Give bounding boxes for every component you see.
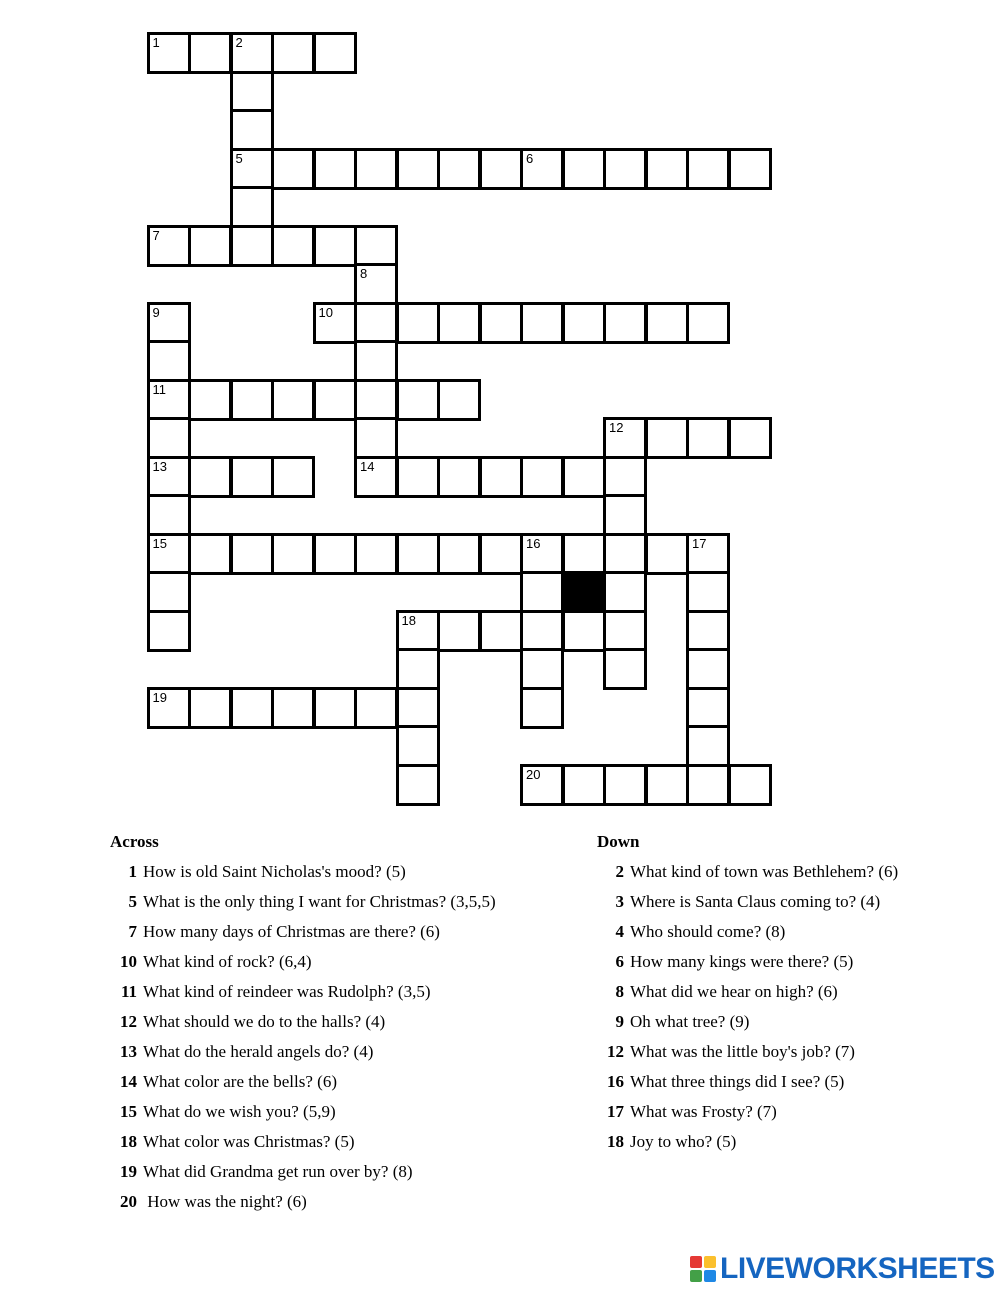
crossword-cell[interactable]: [271, 379, 315, 421]
crossword-cell[interactable]: [396, 302, 440, 344]
cell-number: 10: [318, 304, 333, 320]
crossword-cell[interactable]: [188, 533, 232, 575]
clue-number: 20: [120, 1192, 137, 1211]
crossword-cell[interactable]: [147, 610, 191, 652]
crossword-cell[interactable]: [147, 225, 191, 267]
crossword-cell[interactable]: [603, 417, 647, 459]
crossword-cell[interactable]: [520, 648, 564, 690]
crossword-cell[interactable]: [437, 610, 481, 652]
down-clue: [598, 1072, 844, 1092]
crossword-cell[interactable]: [686, 648, 730, 690]
across-clue: [111, 952, 312, 972]
crossword-cell[interactable]: [147, 379, 191, 421]
clue-text: What was Frosty? (7): [630, 1102, 777, 1121]
crossword-cell[interactable]: [147, 533, 191, 575]
crossword-cell[interactable]: [645, 302, 689, 344]
crossword-cell[interactable]: [188, 225, 232, 267]
crossword-cell[interactable]: [520, 687, 564, 729]
crossword-cell[interactable]: [147, 32, 191, 74]
down-clue: [598, 1102, 777, 1122]
cell-number: 5: [235, 150, 243, 166]
crossword-cell[interactable]: [354, 687, 398, 729]
cell-number: 13: [152, 458, 167, 474]
crossword-cell[interactable]: [603, 302, 647, 344]
cell-number: 6: [526, 150, 534, 166]
crossword-cell[interactable]: [603, 533, 647, 575]
crossword-cell[interactable]: [396, 456, 440, 498]
crossword-cell[interactable]: [520, 533, 564, 575]
clue-number: 11: [120, 982, 137, 1001]
crossword-cell[interactable]: [686, 764, 730, 806]
across-clue: [111, 1042, 373, 1062]
crossword-cell[interactable]: [396, 533, 440, 575]
crossword-cell[interactable]: [479, 610, 523, 652]
crossword-cell[interactable]: [354, 340, 398, 382]
clue-number: 14: [120, 1072, 137, 1091]
clue-number: 2: [615, 862, 624, 881]
down-clue: [598, 922, 785, 942]
crossword-cell[interactable]: [479, 533, 523, 575]
crossword-cell[interactable]: [271, 225, 315, 267]
crossword-cell[interactable]: [603, 494, 647, 536]
clue-text: What color was Christmas? (5): [143, 1132, 355, 1151]
down-clue: [598, 862, 898, 882]
crossword-cell[interactable]: [354, 533, 398, 575]
crossword-cell[interactable]: [147, 456, 191, 498]
across-clue: [111, 922, 440, 942]
crossword-cell[interactable]: [147, 687, 191, 729]
crossword-cell[interactable]: [520, 456, 564, 498]
across-clue: [111, 862, 406, 882]
clue-text: What is the only thing I want for Christmas? (3,5,5): [143, 892, 496, 911]
clue-number: 4: [615, 922, 624, 941]
clue-number: 19: [120, 1162, 137, 1181]
clue-number: 17: [607, 1102, 624, 1121]
clue-number: 18: [120, 1132, 137, 1151]
across-clue: [111, 892, 496, 912]
crossword-cell[interactable]: [686, 533, 730, 575]
across-clue: [111, 1132, 355, 1152]
clue-number: 15: [120, 1102, 137, 1121]
crossword-cell[interactable]: [271, 32, 315, 74]
clue-number: 13: [120, 1042, 137, 1061]
across-clue: [111, 1162, 413, 1182]
cell-number: 7: [152, 227, 160, 243]
crossword-cell[interactable]: [645, 148, 689, 190]
crossword-cell[interactable]: [728, 417, 772, 459]
clue-text: What kind of reindeer was Rudolph? (3,5): [143, 982, 431, 1001]
crossword-cell[interactable]: [562, 610, 606, 652]
crossword-cell[interactable]: [437, 456, 481, 498]
crossword-cell[interactable]: [313, 302, 357, 344]
crossword-cell[interactable]: [562, 764, 606, 806]
crossword-cell[interactable]: [188, 379, 232, 421]
crossword-cell[interactable]: [437, 302, 481, 344]
crossword-cell[interactable]: [313, 225, 357, 267]
across-clue: [111, 1012, 385, 1032]
across-clue: [111, 1102, 336, 1122]
crossword-cell[interactable]: [147, 417, 191, 459]
clue-text: Oh what tree? (9): [630, 1012, 750, 1031]
crossword-cell[interactable]: [728, 764, 772, 806]
clue-number: 10: [120, 952, 137, 971]
cell-number: 8: [360, 266, 368, 281]
crossword-cell[interactable]: [313, 687, 357, 729]
clue-number: 18: [607, 1132, 624, 1151]
crossword-cell[interactable]: [437, 533, 481, 575]
crossword-cell[interactable]: [230, 456, 274, 498]
crossword-cell[interactable]: [271, 533, 315, 575]
liveworksheets-logo: [690, 1252, 995, 1286]
crossword-cell[interactable]: [354, 456, 398, 498]
crossword-cell[interactable]: [271, 148, 315, 190]
crossword-cell[interactable]: [354, 302, 398, 344]
crossword-cell[interactable]: [313, 379, 357, 421]
across-clue: [111, 1072, 337, 1092]
crossword-cell[interactable]: [603, 571, 647, 613]
crossword-cell[interactable]: [188, 32, 232, 74]
clue-number: 16: [607, 1072, 624, 1091]
cell-number: 2: [235, 35, 243, 50]
cell-number: 14: [360, 458, 375, 474]
crossword-cell[interactable]: [230, 71, 274, 113]
cell-number: 12: [609, 420, 624, 435]
crossword-cell[interactable]: [479, 456, 523, 498]
crossword-cell[interactable]: [230, 533, 274, 575]
crossword-cell[interactable]: [230, 148, 274, 190]
crossword-cell[interactable]: [230, 186, 274, 228]
crossword-cell[interactable]: [686, 725, 730, 767]
clue-text: What do the herald angels do? (4): [143, 1042, 374, 1061]
crossword-cell[interactable]: [686, 417, 730, 459]
crossword-cell[interactable]: [520, 148, 564, 190]
across-clue: [111, 982, 431, 1002]
crossword-cell[interactable]: [603, 148, 647, 190]
clue-number: 1: [128, 862, 137, 881]
clue-text: What do we wish you? (5,9): [143, 1102, 336, 1121]
cell-number: 18: [401, 612, 416, 628]
down-clue: [598, 1042, 855, 1062]
crossword-cell[interactable]: [603, 610, 647, 652]
clue-text: What kind of rock? (6,4): [143, 952, 312, 971]
cell-number: 17: [692, 535, 707, 551]
crossword-cell[interactable]: [230, 32, 274, 74]
down-clue: [598, 1132, 736, 1152]
clue-text: How is old Saint Nicholas's mood? (5): [143, 862, 406, 881]
crossword-cell[interactable]: [354, 225, 398, 267]
clue-text: How was the night? (6): [143, 1192, 307, 1211]
crossword-cell[interactable]: [147, 302, 191, 344]
clue-number: 6: [615, 952, 624, 971]
crossword-cell[interactable]: [230, 687, 274, 729]
crossword-cell[interactable]: [520, 764, 564, 806]
clue-number: 8: [615, 982, 624, 1001]
clue-text: What three things did I see? (5): [630, 1072, 845, 1091]
crossword-cell[interactable]: [479, 302, 523, 344]
crossword-cell[interactable]: [686, 148, 730, 190]
crossword-cell[interactable]: [645, 417, 689, 459]
crossword-cell[interactable]: [520, 610, 564, 652]
crossword-cell[interactable]: [313, 32, 357, 74]
cell-number: 9: [152, 304, 160, 320]
clue-number: 7: [128, 922, 137, 941]
cell-number: 19: [152, 689, 167, 705]
clue-text: What should we do to the halls? (4): [143, 1012, 386, 1031]
across-clue: [111, 1192, 307, 1212]
cell-number: 20: [526, 766, 541, 782]
cell-number: 15: [152, 535, 167, 551]
crossword-cell[interactable]: [479, 148, 523, 190]
crossword-cell[interactable]: [728, 148, 772, 190]
crossword-cell[interactable]: [603, 456, 647, 498]
crossword-cell[interactable]: [396, 610, 440, 652]
clue-number: 12: [120, 1012, 137, 1031]
crossword-cell[interactable]: [562, 456, 606, 498]
crossword-cell[interactable]: [147, 571, 191, 613]
crossword-cell[interactable]: [147, 494, 191, 536]
crossword-cell[interactable]: [230, 109, 274, 151]
down-heading: Down: [597, 832, 640, 851]
clue-text: Who should come? (8): [630, 922, 786, 941]
crossword-cell[interactable]: [354, 263, 398, 305]
crossword-cell[interactable]: [562, 533, 606, 575]
crossword-cell[interactable]: [686, 571, 730, 613]
crossword-cell[interactable]: [645, 764, 689, 806]
cell-number: 16: [526, 535, 541, 551]
clue-text: What color are the bells? (6): [143, 1072, 337, 1091]
across-heading: Across: [110, 832, 159, 851]
crossword-cell[interactable]: [354, 379, 398, 421]
logo-text: LIVEWORKSHEETS: [720, 1252, 995, 1285]
clue-text: What did Grandma get run over by? (8): [143, 1162, 413, 1181]
crossword-cell[interactable]: [396, 648, 440, 690]
crossword-cell[interactable]: [230, 379, 274, 421]
crossword-cell[interactable]: [396, 725, 440, 767]
logo-mark-icon: [690, 1256, 716, 1282]
crossword-cell[interactable]: [437, 148, 481, 190]
crossword-cell[interactable]: [313, 148, 357, 190]
crossword-cell[interactable]: [437, 379, 481, 421]
down-clue: [598, 892, 880, 912]
clue-text: What did we hear on high? (6): [630, 982, 838, 1001]
clue-number: 5: [128, 892, 137, 911]
crossword-cell[interactable]: [686, 302, 730, 344]
crossword-cell[interactable]: [645, 533, 689, 575]
crossword-cell[interactable]: [354, 148, 398, 190]
clue-text: How many kings were there? (5): [630, 952, 854, 971]
clue-text: What kind of town was Bethlehem? (6): [630, 862, 899, 881]
clue-text: Joy to who? (5): [630, 1132, 737, 1151]
down-clue: [598, 1012, 749, 1032]
crossword-cell[interactable]: [562, 302, 606, 344]
crossword-cell[interactable]: [520, 571, 564, 613]
clue-text: What was the little boy's job? (7): [630, 1042, 855, 1061]
crossword-cell[interactable]: [603, 764, 647, 806]
crossword-cell[interactable]: [396, 764, 440, 806]
clue-number: 9: [615, 1012, 624, 1031]
crossword-cell[interactable]: [313, 533, 357, 575]
crossword-cell[interactable]: [147, 340, 191, 382]
crossword-cell[interactable]: [271, 687, 315, 729]
crossword-cell[interactable]: [396, 379, 440, 421]
crossword-cell[interactable]: [520, 302, 564, 344]
crossword-cell[interactable]: [188, 687, 232, 729]
crossword-cell[interactable]: [396, 148, 440, 190]
cell-number: 11: [152, 381, 166, 397]
down-clue: [598, 952, 853, 972]
crossword-cell[interactable]: [188, 456, 232, 498]
clue-number: 3: [615, 892, 624, 911]
cell-number: 1: [152, 35, 160, 50]
down-clue: [598, 982, 838, 1002]
blocked-cell: [562, 571, 606, 613]
crossword-cell[interactable]: [396, 687, 440, 729]
crossword-cell[interactable]: [603, 648, 647, 690]
clue-text: Where is Santa Claus coming to? (4): [630, 892, 881, 911]
crossword-cell[interactable]: [686, 687, 730, 729]
crossword-cell[interactable]: [230, 225, 274, 267]
crossword-cell[interactable]: [271, 456, 315, 498]
crossword-cell[interactable]: [354, 417, 398, 459]
clue-number: 12: [607, 1042, 624, 1061]
crossword-cell[interactable]: [562, 148, 606, 190]
crossword-cell[interactable]: [686, 610, 730, 652]
clue-text: How many days of Christmas are there? (6): [143, 922, 440, 941]
